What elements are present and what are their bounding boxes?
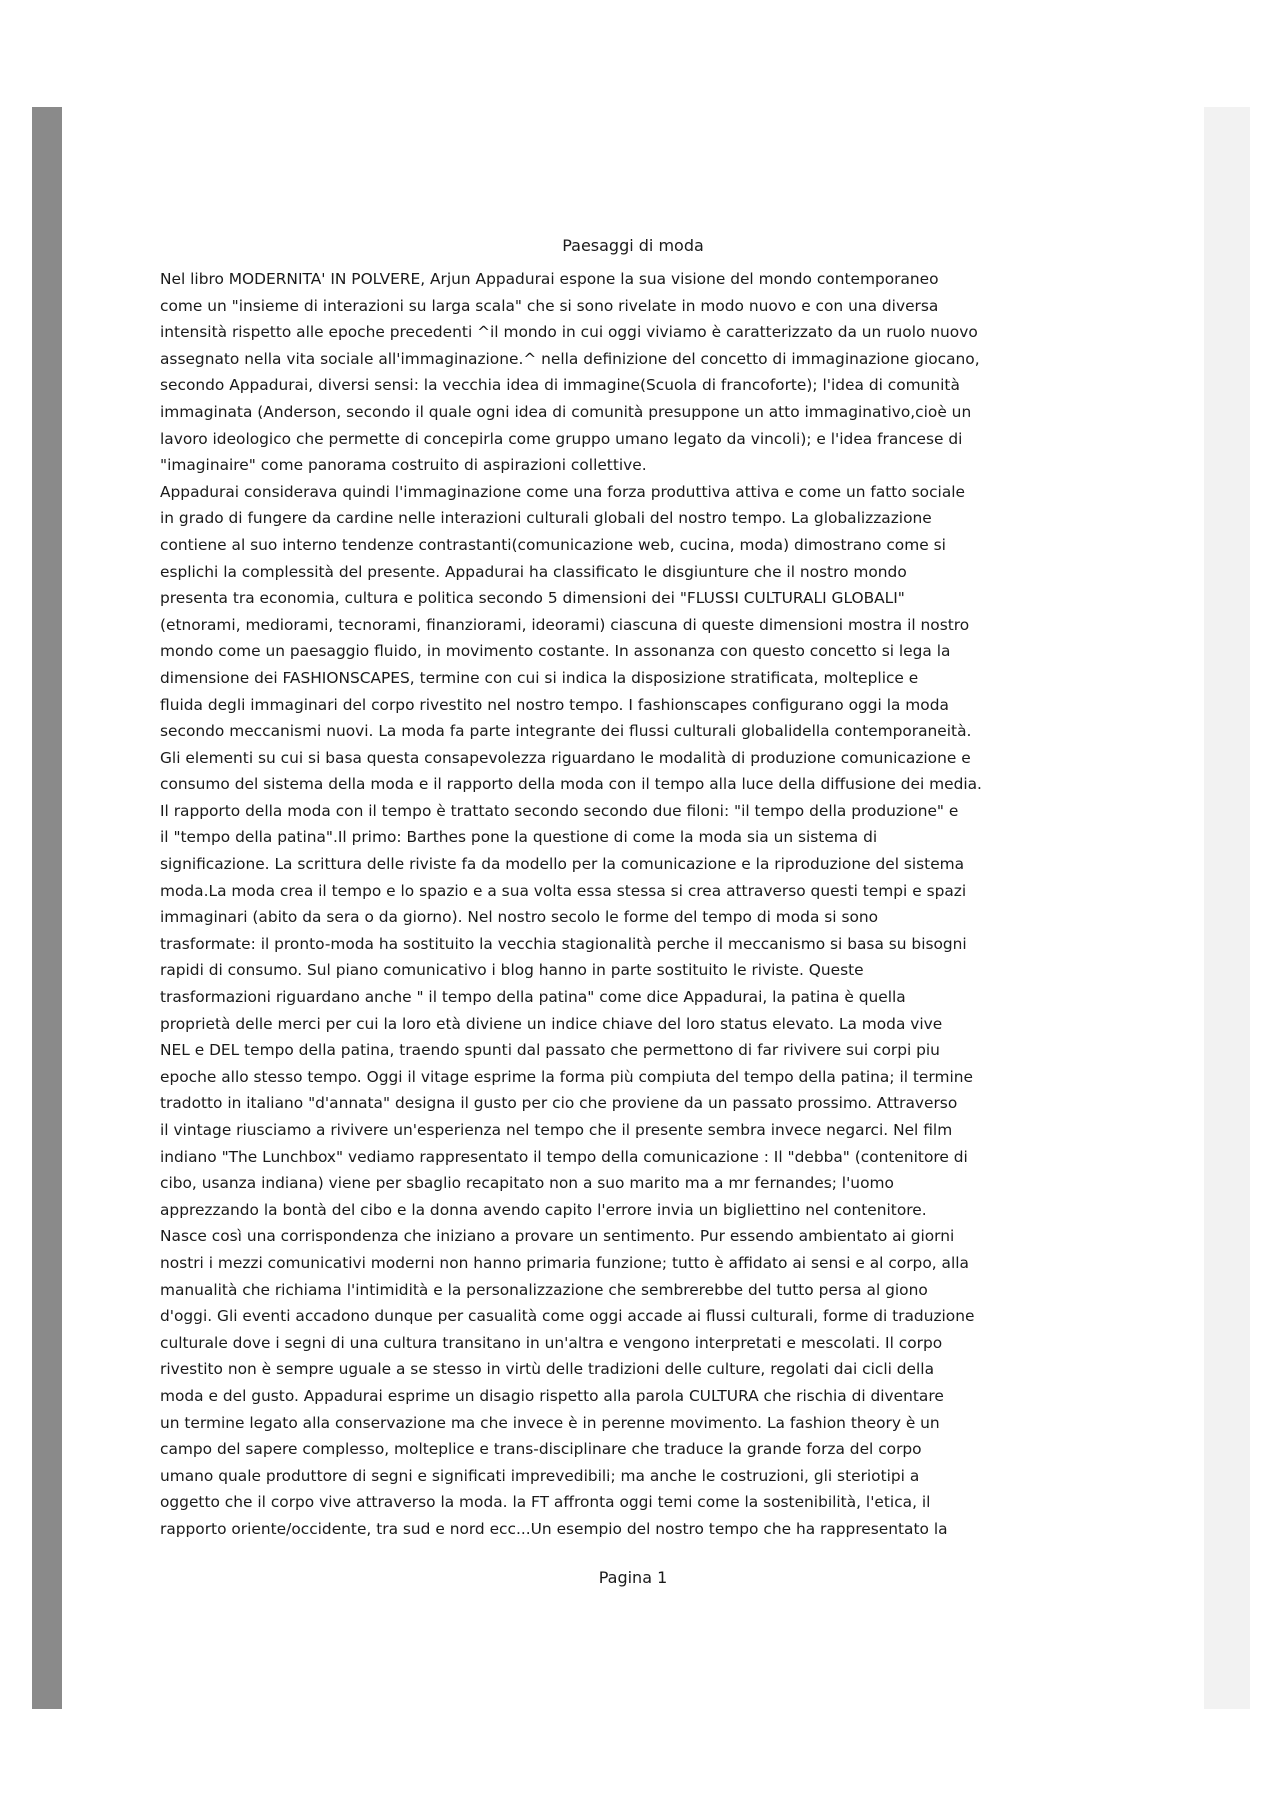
text-line: mondo come un paesaggio fluido, in movimento costante. In assonanza con questo concetto si lega la [160, 642, 951, 661]
text-line: d'oggi. Gli eventi accadono dunque per casualità come oggi accade ai flussi culturali, forme di traduzione [160, 1307, 975, 1326]
text-line: presenta tra economia, cultura e politica secondo 5 dimensioni dei "FLUSSI CULTURALI GLOBALI" [160, 589, 905, 608]
text-line: tradotto in italiano "d'annata" designa il gusto per cio che proviene da un passato prossimo. Attraverso [160, 1094, 958, 1113]
text-line: lavoro ideologico che permette di concepirla come gruppo umano legato da vincoli); e l'idea francese di [160, 429, 963, 448]
text-line: Gli elementi su cui si basa questa consapevolezza riguardano le modalità di produzione comunicazione e [160, 748, 971, 767]
document-body [160, 266, 1095, 1543]
text-line: Nel libro MODERNITA' IN POLVERE, Arjun Appadurai espone la sua visione del mondo contemporaneo [160, 270, 939, 288]
text-line: il "tempo della patina".Il primo: Barthes pone la questione di come la moda sia un sistema di [160, 828, 878, 847]
document-title: Paesaggi di moda [562, 236, 704, 255]
page-number: Pagina 1 [598, 1568, 668, 1587]
text-line: dimensione dei FASHIONSCAPES, termine con cui si indica la disposizione stratificata, molteplice e [160, 668, 919, 687]
text-line: NEL e DEL tempo della patina, traendo spunti dal passato che permettono di far rivivere sui corpi piu [160, 1041, 940, 1060]
text-line: apprezzando la bontà del cibo e la donna avendo capito l'errore invia un bigliettino nel contenitore. [160, 1200, 927, 1219]
text-line: in grado di fungere da cardine nelle interazioni culturali globali del nostro tempo. La globalizzazione [160, 509, 932, 528]
text-line: proprietà delle merci per cui la loro età diviene un indice chiave del loro status elevato. La moda vive [160, 1014, 943, 1033]
text-line: epoche allo stesso tempo. Oggi il vitage esprime la forma più compiuta del tempo della patina; il termine [160, 1067, 973, 1086]
text-line: indiano "The Lunchbox" vediamo rappresentato il tempo della comunicazione : Il "debba" (contenitore di [160, 1147, 968, 1166]
text-line: "imaginaire" come panorama costruito di aspirazioni collettive. [160, 456, 647, 475]
text-line: Nasce così una corrispondenza che iniziano a provare un sentimento. Pur essendo ambientato ai giorni [160, 1227, 955, 1246]
text-line: significazione. La scrittura delle riviste fa da modello per la comunicazione e la riproduzione del sistema [160, 855, 965, 874]
text-line: umano quale produttore di segni e significati imprevedibili; ma anche le costruzioni, gli steriotipi a [160, 1466, 920, 1485]
text-line: immaginata (Anderson, secondo il quale ogni idea di comunità presuppone un atto immaginativo,cioè un [160, 402, 972, 421]
text-line: consumo del sistema della moda e il rapporto della moda con il tempo alla luce della diffusione dei media. [160, 775, 982, 794]
text-line: intensità rispetto alle epoche precedenti ^il mondo in cui oggi viviamo è caratterizzato da un ruolo nuovo [160, 323, 978, 342]
right-margin-bar [1204, 107, 1250, 1709]
text-line: assegnato nella vita sociale all'immaginazione.^ nella definizione del concetto di immaginazione giocano, [160, 349, 980, 368]
text-line: secondo Appadurai, diversi sensi: la vecchia idea di immagine(Scuola di francoforte); l'idea di comunità [160, 376, 960, 395]
text-line: culturale dove i segni di una cultura transitano in un'altra e vengono interpretati e mescolati. Il corpo [160, 1333, 943, 1352]
text-line: oggetto che il corpo vive attraverso la moda. la FT affronta oggi temi come la sostenibilità, l'etica, il [160, 1493, 931, 1512]
text-line: rapporto oriente/occidente, tra sud e nord ecc...Un esempio del nostro tempo che ha rappresentato la [160, 1519, 948, 1538]
text-line: Appadurai considerava quindi l'immaginazione come una forza produttiva attiva e come un fatto sociale [160, 482, 965, 501]
text-line: fluida degli immaginari del corpo rivestito nel nostro tempo. I fashionscapes configurano oggi la moda [160, 695, 949, 714]
text-line: trasformazioni riguardano anche " il tempo della patina" come dice Appadurai, la patina è quella [160, 988, 906, 1007]
text-line: rapidi di consumo. Sul piano comunicativo i blog hanno in parte sostituito le riviste. Queste [160, 961, 864, 980]
text-line: immaginari (abito da sera o da giorno). Nel nostro secolo le forme del tempo di moda si sono [160, 908, 879, 927]
text-line: manualità che richiama l'intimidità e la personalizzazione che sembrerebbe del tutto persa al giono [160, 1280, 928, 1299]
text-line: campo del sapere complesso, molteplice e trans-disciplinare che traduce la grande forza del corpo [160, 1440, 922, 1459]
text-line: un termine legato alla conservazione ma che invece è in perenne movimento. La fashion theory è un [160, 1413, 940, 1432]
left-margin-bar [32, 107, 62, 1709]
text-line: esplichi la complessità del presente. Appadurai ha classificato le disgiunture che il nostro mondo [160, 562, 907, 581]
text-line: trasformate: il pronto-moda ha sostituito la vecchia stagionalità perche il meccanismo si basa su bisogni [160, 934, 967, 953]
text-line: Il rapporto della moda con il tempo è trattato secondo secondo due filoni: "il tempo della produzione" e [160, 801, 959, 820]
text-line: secondo meccanismi nuovi. La moda fa parte integrante dei flussi culturali globalidella contemporaneità. [160, 722, 972, 741]
text-line: contiene al suo interno tendenze contrastanti(comunicazione web, cucina, moda) dimostrano come si [160, 535, 946, 554]
text-line: cibo, usanza indiana) viene per sbaglio recapitato non a suo marito ma a mr fernandes; l'uomo [160, 1174, 894, 1193]
text-line: moda.La moda crea il tempo e lo spazio e a sua volta essa stessa si crea attraverso questi tempi e spazi [160, 881, 967, 900]
text-line: nostri i mezzi comunicativi moderni non hanno primaria funzione; tutto è affidato ai sensi e al corpo, alla [160, 1253, 969, 1272]
text-line: moda e del gusto. Appadurai esprime un disagio rispetto alla parola CULTURA che rischia di diventare [160, 1386, 944, 1405]
text-line: (etnorami, mediorami, tecnorami, finanziorami, ideorami) ciascuna di queste dimensioni mostra il nostro [160, 615, 970, 634]
text-line: come un "insieme di interazioni su larga scala" che si sono rivelate in modo nuovo e con una diversa [160, 296, 939, 315]
text-line: rivestito non è sempre uguale a se stesso in virtù delle tradizioni delle culture, regolati dai cicli della [160, 1360, 935, 1379]
text-line: il vintage riusciamo a rivivere un'esperienza nel tempo che il presente sembra invece negarci. Nel film [160, 1121, 953, 1139]
